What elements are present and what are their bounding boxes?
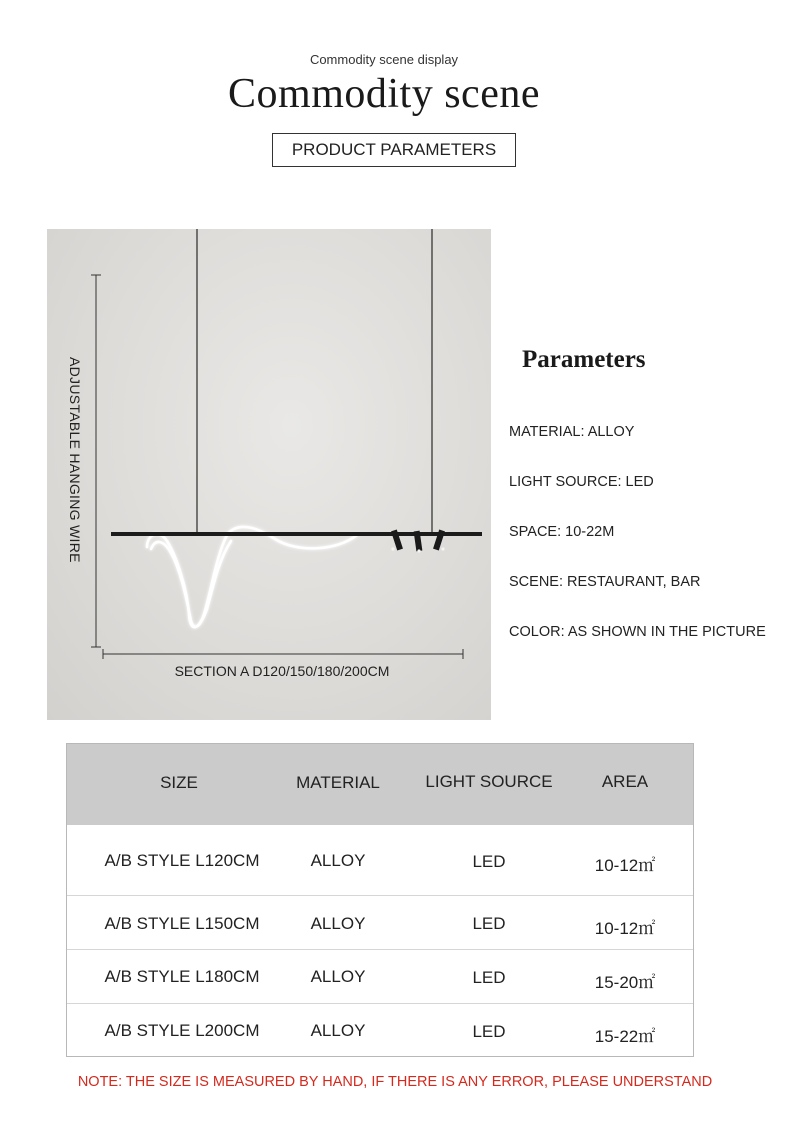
- spec-table: [66, 743, 694, 1057]
- table-cell-light-source: LED: [472, 1022, 506, 1041]
- product-parameters-button[interactable]: PRODUCT PARAMETERS: [272, 133, 516, 167]
- lamp-bar: [111, 532, 482, 536]
- pendant-lamp-illustration: [47, 229, 491, 720]
- param-color: COLOR: AS SHOWN IN THE PICTURE: [509, 624, 766, 640]
- table-cell-light-source: LED: [472, 852, 506, 871]
- table-cell-size: A/B STYLE L120CM: [104, 851, 260, 870]
- row-divider: [67, 1003, 693, 1004]
- hanging-wire-label: ADJUSTABLE HANGING WIRE: [67, 357, 83, 563]
- product-photo: [47, 229, 491, 720]
- table-cell-material: ALLOY: [310, 851, 366, 870]
- table-cell-area: 10-12㎡: [594, 856, 656, 875]
- param-material: MATERIAL: ALLOY: [509, 424, 635, 440]
- table-cell-material: ALLOY: [310, 914, 366, 933]
- table-cell-material: ALLOY: [310, 967, 366, 986]
- header-material: MATERIAL: [296, 773, 380, 792]
- table-cell-light-source: LED: [472, 968, 506, 987]
- table-cell-area: 15-22㎡: [594, 1027, 656, 1046]
- param-light-source: LIGHT SOURCE: LED: [509, 474, 654, 490]
- header-light-source: LIGHT SOURCE: [425, 772, 553, 791]
- param-space: SPACE: 10-22M: [509, 524, 615, 540]
- table-cell-area: 15-20㎡: [594, 973, 656, 992]
- measurement-note: NOTE: THE SIZE IS MEASURED BY HAND, IF THERE IS ANY ERROR, PLEASE UNDERSTAND: [77, 1074, 713, 1090]
- table-cell-size: A/B STYLE L150CM: [104, 914, 260, 933]
- table-cell-size: A/B STYLE L180CM: [104, 967, 260, 986]
- table-cell-size: A/B STYLE L200CM: [104, 1021, 260, 1040]
- led-light-strip: [147, 527, 357, 627]
- row-divider: [67, 949, 693, 950]
- table-cell-light-source: LED: [472, 914, 506, 933]
- table-cell-area: 10-12㎡: [594, 919, 656, 938]
- param-scene: SCENE: RESTAURANT, BAR: [509, 574, 701, 590]
- page-subtitle: Commodity scene display: [309, 52, 459, 67]
- page-title: Commodity scene: [228, 71, 540, 117]
- section-label: SECTION A D120/150/180/200CM: [174, 663, 390, 679]
- header-size: SIZE: [160, 773, 198, 792]
- header-area: AREA: [601, 772, 649, 791]
- row-divider: [67, 895, 693, 896]
- table-cell-material: ALLOY: [310, 1021, 366, 1040]
- parameters-heading: Parameters: [522, 346, 646, 373]
